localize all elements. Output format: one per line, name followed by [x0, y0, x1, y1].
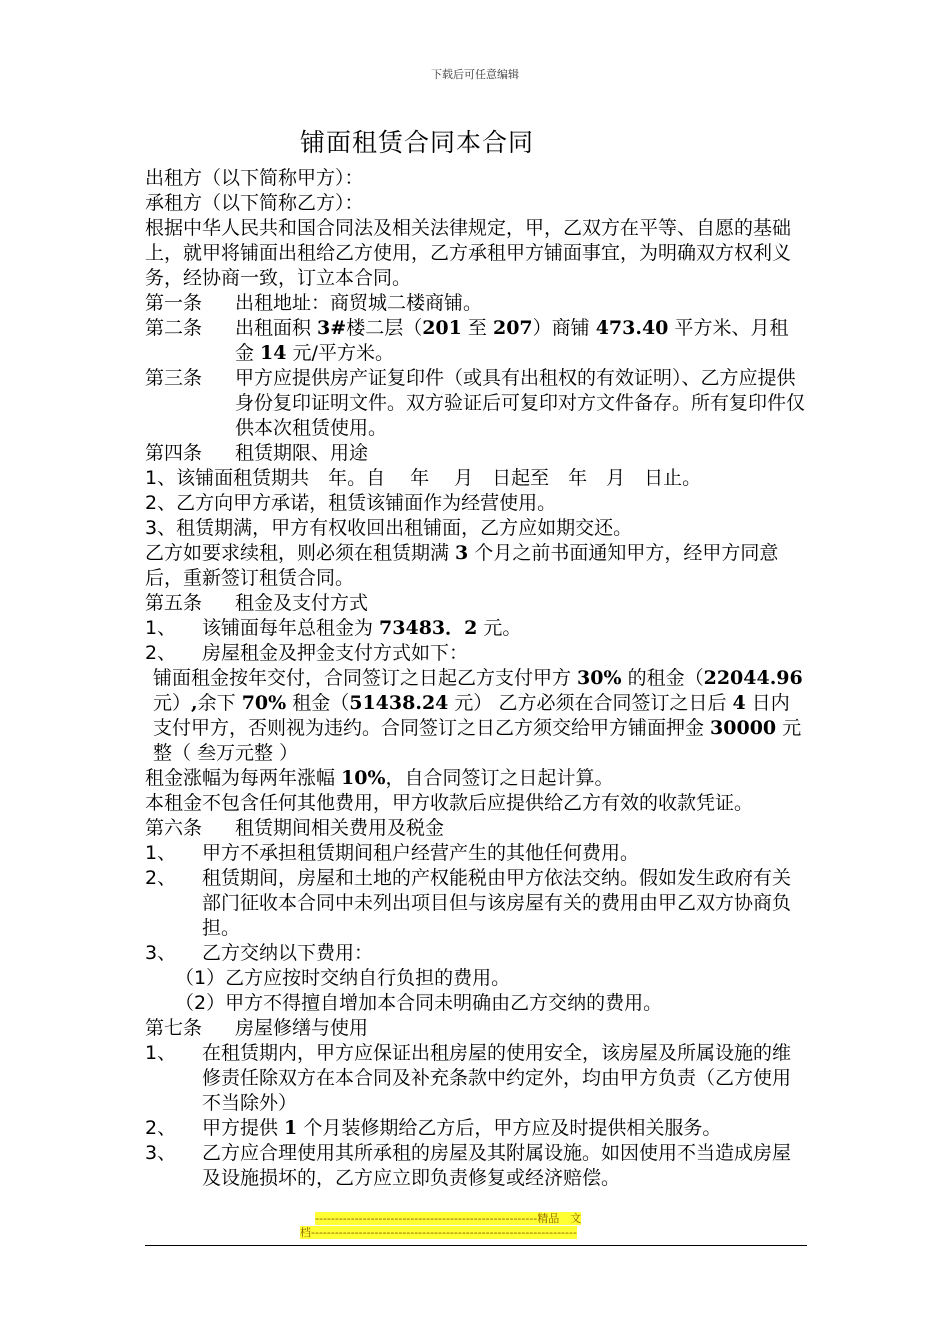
article-4-item-3: 3、租赁期满，甲方有权收回出租铺面，乙方应如期交还。	[145, 517, 633, 539]
article-4-label: 第四条	[145, 442, 203, 464]
article-6-item-2: 2、 租赁期间，房屋和土地的产权能税由甲方依法交纳。假如发生政府有关部门征收本合同中未列出项目但与该房屋有关的费用由甲乙双方协商负担。	[145, 867, 792, 939]
footer-rule	[145, 1245, 807, 1246]
article-6-item-3: 3、 乙方交纳以下费用：	[145, 942, 374, 964]
article-4-title: 租赁期限、用途	[235, 442, 369, 464]
article-7-item-2: 2、 甲方提供 1 个月装修期给乙方后，甲方应及时提供相关服务。	[145, 1117, 722, 1139]
lessor-line: 出租方（以下简称甲方）：	[145, 167, 364, 189]
article-6-subitem-1: （1）乙方应按时交纳自行负担的费用。	[175, 967, 511, 989]
article-5-rent-increase: 租金涨幅为每两年涨幅 10%，自合同签订之日起计算。	[145, 767, 614, 789]
article-2-label: 第二条	[145, 317, 203, 339]
article-6-label: 第六条	[145, 817, 203, 839]
article-5-item-1: 1、 该铺面每年总租金为 73483．2 元。	[145, 617, 522, 639]
article-1-text: 出租地址：商贸城二楼商铺。	[235, 292, 483, 314]
article-4-item-2: 2、乙方向甲方承诺，租赁该铺面作为经营使用。	[145, 492, 557, 514]
article-7-item-3: 3、 乙方应合理使用其所承租的房屋及其附属设施。如因使用不当造成房屋及设施损坏的，乙方应立即负责修复或经济赔偿。	[145, 1142, 792, 1189]
article-5-label: 第五条	[145, 592, 203, 614]
article-7-heading	[145, 1016, 807, 1041]
article-3	[145, 366, 807, 441]
article-2-text: 出租面积 3#楼二层（201 至 207）商铺 473.40 平方米、月租金 14 元/平方米。	[235, 317, 789, 364]
lessee-line: 承租方（以下简称乙方）：	[145, 192, 364, 214]
contract-body	[145, 166, 807, 1191]
article-1	[145, 291, 807, 316]
article-5-payment-terms: 铺面租金按年交付，合同签订之日起乙方支付甲方 30% 的租金（22044.96 元）,余下 70% 租金（51438.24 元） 乙方必须在合同签订之日后 4 日内支付甲方，否则视为违约。合同签订之日乙方须交给甲方铺面押金 30000 元整（ 叁万元整 ）	[153, 667, 803, 764]
article-6-title: 租赁期间相关费用及税金	[235, 817, 445, 839]
article-6-subitem-2: （2）甲方不得擅自增加本合同未明确由乙方交纳的费用。	[175, 992, 663, 1014]
article-3-label: 第三条	[145, 367, 203, 389]
article-6-heading	[145, 816, 807, 841]
footer-line-2: 档-------------------------------------------------------------------	[300, 1226, 577, 1239]
intro-paragraph: 根据中华人民共和国合同法及相关法律规定，甲，乙双方在平等、自愿的基础上，就甲将铺面出租给乙方使用，乙方承租甲方铺面事宜，为明确双方权利义务，经协商一致，订立本合同。	[145, 217, 792, 289]
article-3-text: 甲方应提供房产证复印件（或具有出租权的有效证明）、乙方应提供身份复印证明文件。双方验证后可复印对方文件备存。所有复印件仅供本次租赁使用。	[235, 367, 806, 439]
article-4-heading	[145, 441, 807, 466]
article-7-title: 房屋修缮与使用	[235, 1017, 369, 1039]
article-7-label: 第七条	[145, 1017, 203, 1039]
article-6-item-1: 1、 甲方不承担租赁期间租户经营产生的其他任何费用。	[145, 842, 640, 864]
article-5-heading	[145, 591, 807, 616]
page-header-note: 下载后可任意编辑	[431, 68, 519, 81]
article-5-receipt: 本租金不包含任何其他费用，甲方收款后应提供给乙方有效的收款凭证。	[145, 792, 754, 814]
article-5-item-2: 2、 房屋租金及押金支付方式如下：	[145, 642, 469, 664]
article-2	[145, 316, 807, 366]
footer-line-1: --------------------------------------------------------精品 文	[315, 1212, 582, 1225]
article-1-label: 第一条	[145, 292, 203, 314]
article-7-item-1: 1、 在租赁期内，甲方应保证出租房屋的使用安全，该房屋及所属设施的维修责任除双方在本合同及补充条款中约定外，均由甲方负责（乙方使用不当除外）	[145, 1042, 792, 1114]
article-5-title: 租金及支付方式	[235, 592, 369, 614]
footer-watermark	[300, 1212, 650, 1240]
article-4-renewal: 乙方如要求续租，则必须在租赁期满 3 个月之前书面通知甲方，经甲方同意后，重新签订租赁合同。	[145, 542, 779, 589]
document-title: 铺面租赁合同本合同	[300, 128, 535, 157]
article-4-item-1: 1、该铺面租赁期共 年。自 年 月 日起至 年 月 日止。	[145, 467, 702, 489]
